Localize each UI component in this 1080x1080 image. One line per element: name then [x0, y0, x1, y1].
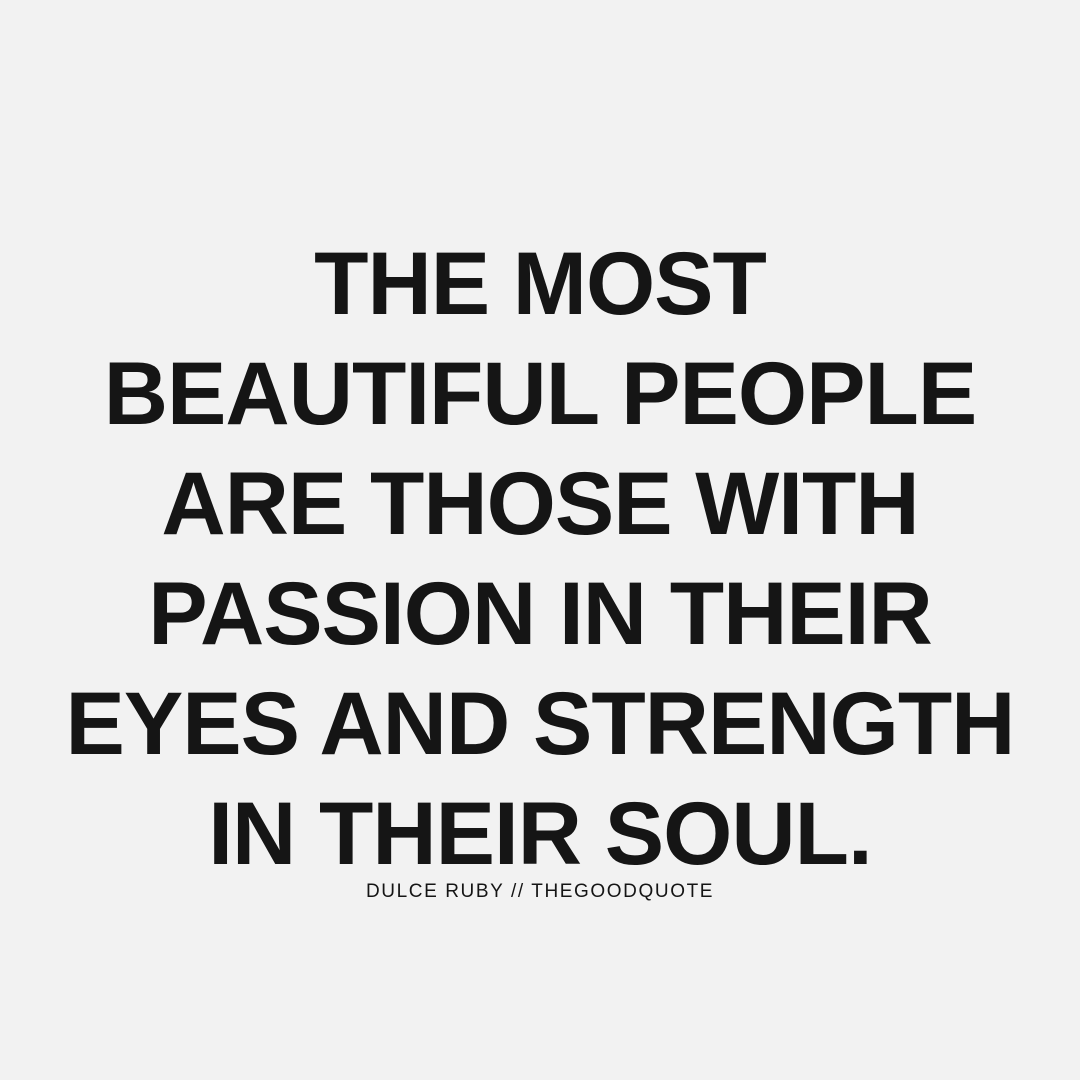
quote-line: THE MOST [314, 233, 766, 333]
quote-line: ARE THOSE WITH [161, 453, 919, 553]
quote-text [0, 228, 1080, 888]
attribution: DULCE RUBY // THEGOODQUOTE [365, 881, 715, 902]
quote-line: BEAUTIFUL PEOPLE [103, 343, 977, 443]
quote-line: EYES AND STRENGTH [65, 673, 1015, 773]
quote-line: PASSION IN THEIR [148, 563, 932, 663]
quote-line: IN THEIR SOUL. [208, 783, 872, 883]
